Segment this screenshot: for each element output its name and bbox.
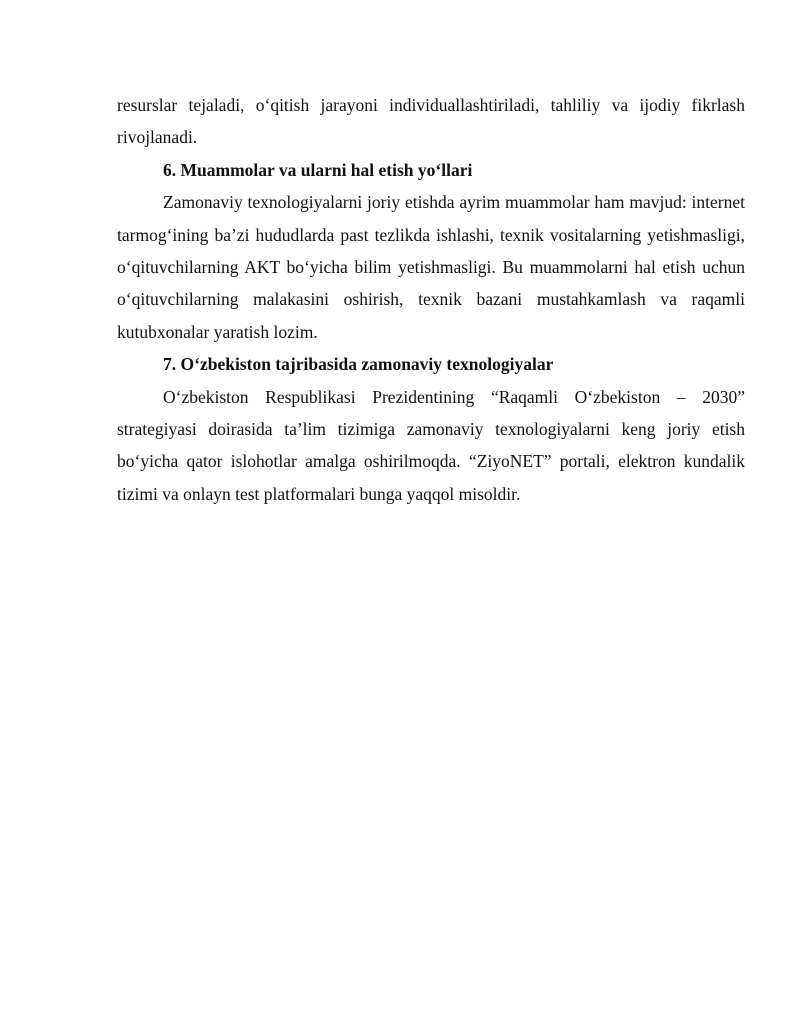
section-6-heading: 6. Muammolar va ularni hal etish yo‘llari bbox=[163, 159, 473, 180]
section-7-heading: 7. O‘zbekiston tajribasida zamonaviy texnologiyalar bbox=[163, 354, 554, 375]
section-6-paragraph: Zamonaviy texnologiyalarni joriy etishda ayrim muammolar ham mavjud: internet tarmog‘ining ba’zi hududlarda past tezlikda ishlashi, texnik vositalarning yetishmasligi, o‘qituvchilarning AKT bo‘yicha bilim yetishmasligi. Bu muammolarni hal etish uchun o‘qituvchilarning malakasini oshirish, texnik bazani mustahkamlash va raqamli kutubxonalar yaratish lozim. bbox=[117, 192, 745, 342]
intro-paragraph: resurslar tejaladi, o‘qitish jarayoni individuallashtiriladi, tahliliy va ijodiy fikrlash rivojlanadi. bbox=[117, 95, 745, 148]
document-page bbox=[117, 89, 745, 510]
section-7-paragraph: O‘zbekiston Respublikasi Prezidentining “Raqamli O‘zbekiston – 2030” strategiyasi doirasida ta’lim tizimiga zamonaviy texnologiyalarni keng joriy etish bo‘yicha qator islohotlar amalga oshirilmoqda. “ZiyoNET” portali, elektron kundalik tizimi va onlayn test platformalari bunga yaqqol misoldir. bbox=[117, 386, 745, 504]
